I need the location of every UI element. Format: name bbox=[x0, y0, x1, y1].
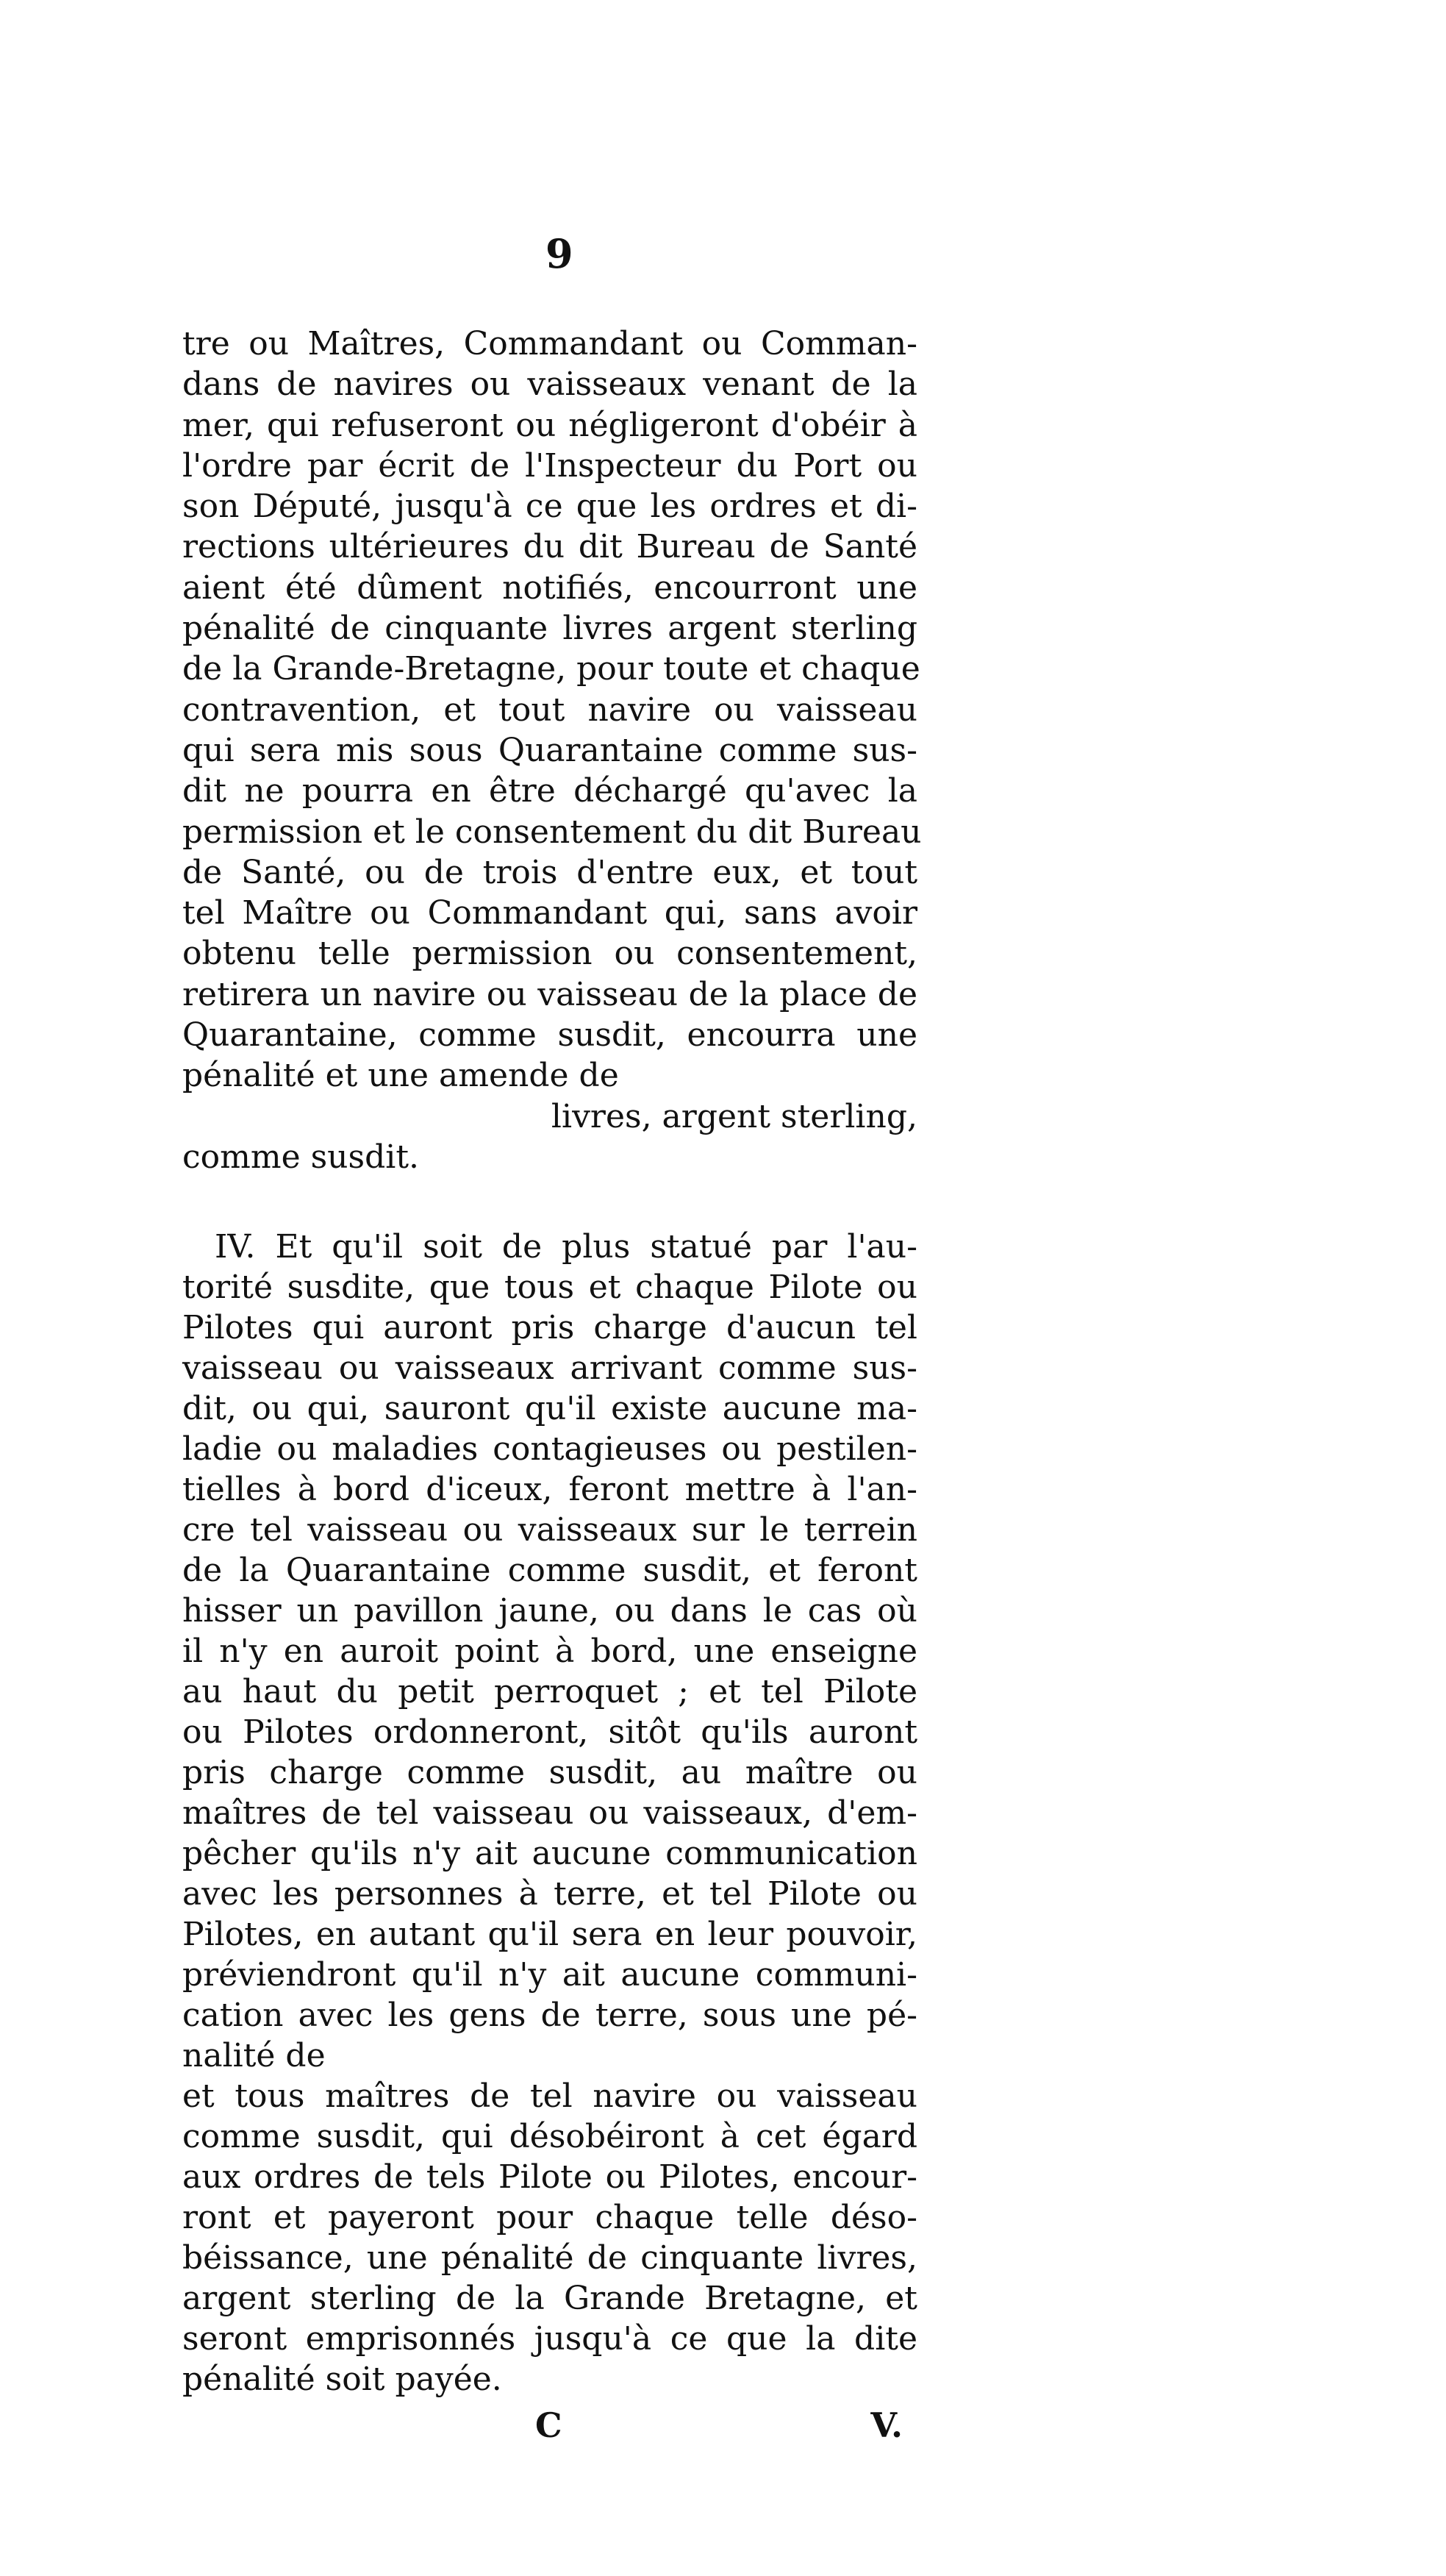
text-line: pénalité et une amende de bbox=[182, 1057, 619, 1095]
text-line: Pilotes qui auront pris charge d'aucun tel bbox=[182, 1309, 917, 1347]
text-line: pris charge comme susdit, au maître ou bbox=[182, 1754, 917, 1792]
text-line: pénalité soit payée. bbox=[182, 2361, 502, 2399]
text-line: ladie ou maladies contagieuses ou pestilen- bbox=[182, 1430, 917, 1469]
text-line: tielles à bord d'iceux, feront mettre à l'an- bbox=[182, 1471, 917, 1509]
text-line: l'ordre par écrit de l'Inspecteur du Port ou bbox=[182, 446, 917, 485]
text-line: maîtres de tel vaisseau ou vaisseaux, d'em- bbox=[182, 1794, 917, 1833]
text-line: contravention, et tout navire ou vaisseau bbox=[182, 691, 917, 729]
text-line: tel Maître ou Commandant qui, sans avoir bbox=[182, 894, 917, 932]
text-line: IV. Et qu'il soit de plus statué par l'au- bbox=[215, 1228, 917, 1266]
text-line: hisser un pavillon jaune, ou dans le cas où bbox=[182, 1592, 917, 1630]
text-line: comme susdit, qui désobéiront à cet égard bbox=[182, 2118, 917, 2156]
text-line: dit, ou qui, sauront qu'il existe aucune ma- bbox=[182, 1390, 917, 1428]
text-line: dit ne pourra en être déchargé qu'avec la bbox=[182, 772, 917, 810]
text-line: comme susdit. bbox=[182, 1138, 420, 1176]
text-line: préviendront qu'il n'y ait aucune communi- bbox=[182, 1956, 917, 1994]
text-line: ou Pilotes ordonneront, sitôt qu'ils auront bbox=[182, 1713, 917, 1752]
text-line: qui sera mis sous Quarantaine comme sus- bbox=[182, 731, 917, 769]
page-footer bbox=[182, 2403, 917, 2447]
text-line: livres, argent sterling, bbox=[551, 1097, 917, 1135]
text-line: il n'y en auroit point à bord, une enseigne bbox=[182, 1633, 917, 1671]
text-line: nalité de bbox=[182, 2037, 326, 2075]
text-line: de la Quarantaine comme susdit, et feront bbox=[182, 1552, 917, 1590]
text-line: torité susdite, que tous et chaque Pilote ou bbox=[182, 1269, 917, 1307]
catchword: V. bbox=[870, 2405, 903, 2445]
text-line: de la Grande-Bretagne, pour toute et chaque bbox=[182, 650, 920, 688]
text-line: son Député, jusqu'à ce que les ordres et di- bbox=[182, 488, 917, 526]
page-number: 9 bbox=[545, 230, 573, 277]
signature-mark: C bbox=[535, 2405, 562, 2445]
text-line: ront et payeront pour chaque telle déso- bbox=[182, 2199, 917, 2237]
text-line: pénalité de cinquante livres argent sterling bbox=[182, 610, 917, 648]
text-line: et tous maîtres de tel navire ou vaisseau bbox=[182, 2077, 917, 2116]
paragraph-1 bbox=[182, 324, 922, 1177]
text-line: dans de navires ou vaisseaux venant de la bbox=[182, 365, 917, 404]
text-line: seront emprisonnés jusqu'à ce que la dite bbox=[182, 2320, 917, 2358]
text-line: cre tel vaisseau ou vaisseaux sur le terrein bbox=[182, 1511, 917, 1549]
text-line: de Santé, ou de trois d'entre eux, et tout bbox=[182, 853, 917, 891]
text-line: au haut du petit perroquet ; et tel Pilote bbox=[182, 1673, 917, 1711]
paragraph-2 bbox=[182, 1227, 917, 2400]
text-line: argent sterling de la Grande Bretagne, et bbox=[182, 2280, 917, 2318]
text-line: obtenu telle permission ou consentement, bbox=[182, 935, 917, 973]
text-line: aient été dûment notifiés, encourront une bbox=[182, 568, 917, 607]
text-line: cation avec les gens de terre, sous une pé- bbox=[182, 1997, 917, 2035]
text-line: avec les personnes à terre, et tel Pilote ou bbox=[182, 1875, 917, 1913]
text-line: béissance, une pénalité de cinquante livres, bbox=[182, 2239, 917, 2277]
text-line: tre ou Maîtres, Commandant ou Comman- bbox=[182, 325, 917, 363]
text-line: retirera un navire ou vaisseau de la place de bbox=[182, 975, 917, 1013]
text-line: Quarantaine, comme susdit, encourra une bbox=[182, 1016, 917, 1055]
text-line: Pilotes, en autant qu'il sera en leur pouvoir, bbox=[182, 1916, 917, 1954]
paragraph-gap bbox=[182, 1177, 917, 1227]
text-line: rections ultérieures du dit Bureau de Santé bbox=[182, 528, 917, 566]
text-line: mer, qui refuseront ou négligeront d'obéir à bbox=[182, 406, 917, 444]
body-text bbox=[182, 324, 922, 2400]
text-line: permission et le consentement du dit Bureau bbox=[182, 813, 922, 851]
text-line: pêcher qu'ils n'y ait aucune communication bbox=[182, 1835, 917, 1873]
text-line: vaisseau ou vaisseaux arrivant comme sus- bbox=[182, 1349, 917, 1388]
text-line: aux ordres de tels Pilote ou Pilotes, encour- bbox=[182, 2158, 917, 2197]
